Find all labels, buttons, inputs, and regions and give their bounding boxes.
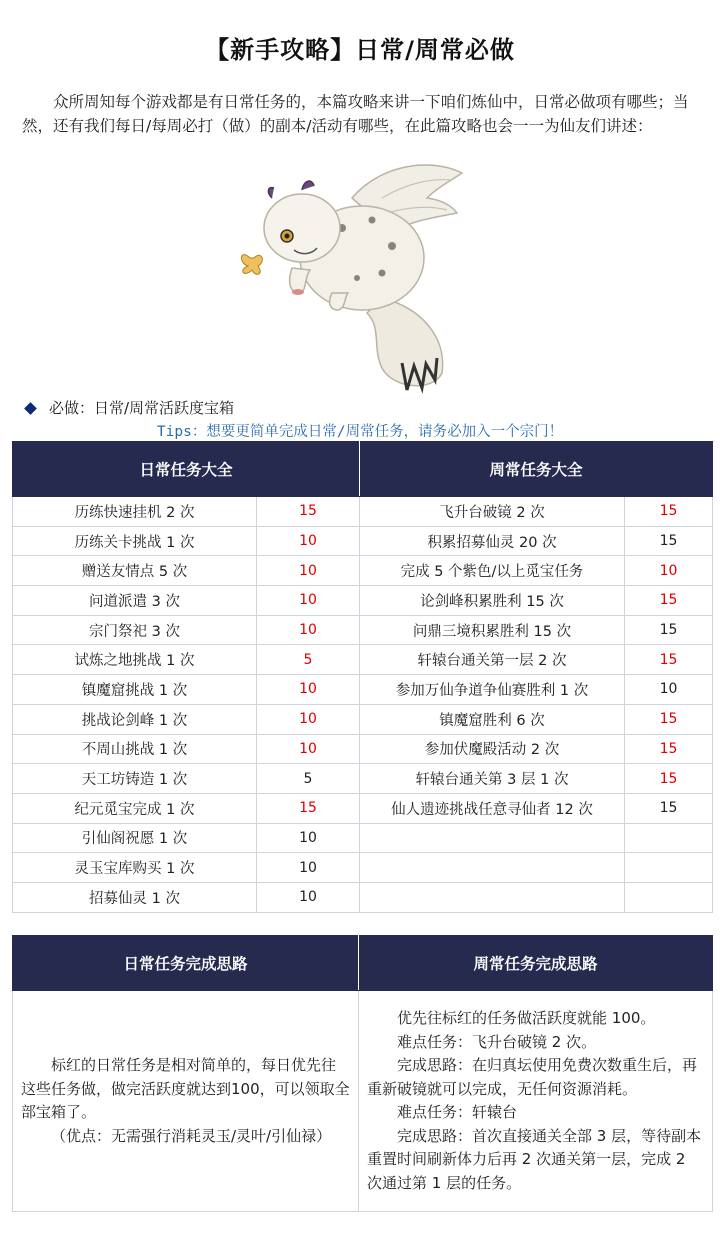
task-table-row (13, 675, 713, 705)
weekly-task-name (360, 823, 625, 853)
daily-task-points: 10 (257, 734, 360, 764)
daily-strategy-header: 日常任务完成思路 (13, 936, 359, 991)
daily-task-name: 纪元觅宝完成 1 次 (13, 793, 257, 823)
daily-task-points: 10 (257, 615, 360, 645)
weekly-task-points: 10 (625, 675, 713, 705)
weekly-task-name: 轩辕台通关第一层 2 次 (360, 645, 625, 675)
weekly-strategy-paragraph: 完成思路：在归真坛使用免费次数重生后，再重新破镜就可以完成，无任何资源消耗。 (367, 1056, 698, 1098)
task-table-row (13, 586, 713, 616)
weekly-task-points: 15 (625, 704, 713, 734)
daily-task-points: 10 (257, 704, 360, 734)
daily-task-name: 挑战论剑峰 1 次 (13, 704, 257, 734)
strategy-table (12, 935, 713, 1212)
task-table-row (13, 853, 713, 883)
weekly-task-points: 15 (625, 734, 713, 764)
strategy-row (13, 991, 713, 1212)
page-title: 【新手攻略】日常/周常必做 (205, 36, 515, 64)
daily-tasks-header: 日常任务大全 (13, 442, 360, 497)
daily-task-name: 灵玉宝库购买 1 次 (13, 853, 257, 883)
daily-task-name: 天工坊铸造 1 次 (13, 764, 257, 794)
daily-task-points: 10 (257, 823, 360, 853)
strategy-table-header (13, 936, 713, 991)
daily-task-name: 镇魔窟挑战 1 次 (13, 675, 257, 705)
daily-task-name: 不周山挑战 1 次 (13, 734, 257, 764)
task-table-body (13, 497, 713, 913)
task-table-row (13, 823, 713, 853)
weekly-strategy-paragraph: 难点任务：轩辕台 (397, 1103, 518, 1121)
task-table-row (13, 882, 713, 912)
weekly-task-name: 参加万仙争道争仙赛胜利 1 次 (360, 675, 625, 705)
weekly-task-points (625, 882, 713, 912)
weekly-task-points: 15 (625, 586, 713, 616)
daily-strategy-paragraph: （优点：无需强行消耗灵玉/灵叶/引仙禄） (51, 1126, 332, 1145)
weekly-strategy-header: 周常任务完成思路 (359, 936, 713, 991)
daily-task-points: 5 (257, 645, 360, 675)
task-table-row (13, 645, 713, 675)
weekly-task-name: 仙人遗迹挑战任意寻仙者 12 次 (360, 793, 625, 823)
weekly-strategy-paragraph: 难点任务：飞升台破镜 2 次。 (397, 1032, 597, 1051)
task-table-row (13, 497, 713, 527)
daily-task-points: 15 (257, 793, 360, 823)
daily-task-name: 赠送友情点 5 次 (13, 556, 257, 586)
task-table-row (13, 526, 713, 556)
daily-task-points: 5 (257, 764, 360, 794)
daily-task-name: 招募仙灵 1 次 (13, 882, 257, 912)
weekly-task-name: 问鼎三境积累胜利 15 次 (360, 615, 625, 645)
daily-task-name: 引仙阁祝愿 1 次 (13, 823, 257, 853)
task-table-row (13, 704, 713, 734)
weekly-task-points: 15 (625, 497, 713, 527)
weekly-task-points: 15 (625, 645, 713, 675)
daily-task-points: 10 (257, 882, 360, 912)
weekly-task-name: 镇魔窟胜利 6 次 (360, 704, 625, 734)
task-table-header (13, 442, 713, 497)
weekly-tasks-header: 周常任务大全 (360, 442, 713, 497)
daily-task-points: 10 (257, 675, 360, 705)
weekly-task-points: 15 (625, 793, 713, 823)
diamond-bullet-icon (24, 402, 37, 415)
task-table-row (13, 734, 713, 764)
mascot-illustration (232, 158, 482, 394)
weekly-task-name: 轩辕台通关第 3 层 1 次 (360, 764, 625, 794)
bullet-text: 必做：日常/周常活跃度宝箱 (49, 399, 235, 417)
weekly-task-points: 15 (625, 615, 713, 645)
daily-task-name: 试炼之地挑战 1 次 (13, 645, 257, 675)
weekly-strategy-paragraph: 优先往标红的任务做活跃度就能 100。 (397, 1009, 656, 1027)
task-table-row (13, 615, 713, 645)
daily-task-points: 10 (257, 556, 360, 586)
bullet-must-do (22, 397, 234, 418)
weekly-task-name (360, 882, 625, 912)
task-table-row (13, 793, 713, 823)
weekly-task-points (625, 823, 713, 853)
weekly-task-name: 飞升台破镜 2 次 (360, 497, 625, 527)
weekly-task-name: 论剑峰积累胜利 15 次 (360, 586, 625, 616)
weekly-task-points: 15 (625, 526, 713, 556)
daily-strategy-paragraph: 标红的日常任务是相对简单的，每日优先往这些任务做，做完活跃度就达到100，可以领取全部宝箱了。 (21, 1056, 350, 1121)
daily-task-name: 宗门祭祀 3 次 (13, 615, 257, 645)
daily-task-points: 15 (257, 497, 360, 527)
daily-task-points: 10 (257, 526, 360, 556)
weekly-task-name: 积累招募仙灵 20 次 (360, 526, 625, 556)
intro-paragraph: 众所周知每个游戏都是有日常任务的，本篇攻略来讲一下咱们炼仙中，日常必做项有哪些；当然，还有我们每日/每周必打（做）的副本/活动有哪些，在此篇攻略也会一一为仙友们讲述： (22, 93, 689, 135)
tips-text: Tips：想要更简单完成日常/周常任务，请务必加入一个宗门！ (156, 424, 564, 440)
weekly-task-name: 完成 5 个紫色/以上觅宝任务 (360, 556, 625, 586)
daily-task-points: 10 (257, 586, 360, 616)
daily-task-points: 10 (257, 853, 360, 883)
weekly-task-points: 10 (625, 556, 713, 586)
weekly-strategy-paragraph: 完成思路：首次直接通关全部 3 层，等待副本重置时间刷新体力后再 2 次通关第一层，完成 2 次通过第 1 层的任务。 (367, 1126, 702, 1192)
task-table (12, 441, 713, 913)
task-table-row (13, 556, 713, 586)
daily-strategy-cell (13, 991, 359, 1212)
weekly-task-points (625, 853, 713, 883)
daily-task-name: 历练关卡挑战 1 次 (13, 526, 257, 556)
weekly-task-name (360, 853, 625, 883)
weekly-task-name: 参加伏魔殿活动 2 次 (360, 734, 625, 764)
daily-task-name: 历练快速挂机 2 次 (13, 497, 257, 527)
daily-task-name: 问道派遣 3 次 (13, 586, 257, 616)
weekly-strategy-cell (359, 991, 713, 1212)
weekly-task-points: 15 (625, 764, 713, 794)
task-table-row (13, 764, 713, 794)
